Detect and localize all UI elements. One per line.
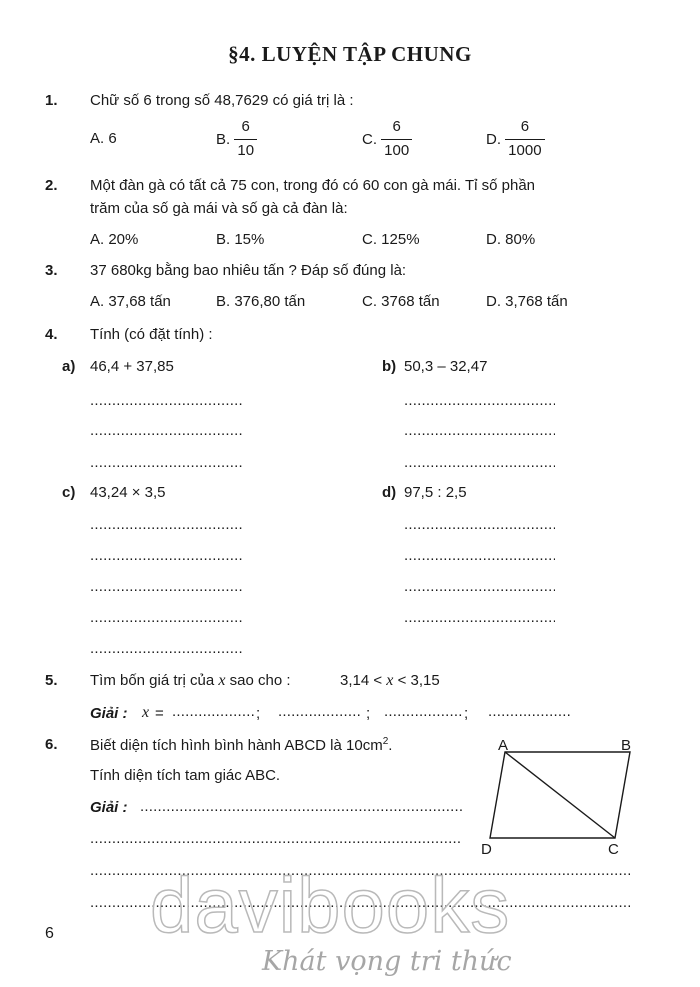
option-b: B. 15% (216, 231, 265, 248)
option-b: B. 376,80 tấn (216, 293, 306, 310)
answer-blank (488, 703, 570, 717)
answer-line (404, 454, 555, 468)
option-d: D. 3,768 tấn (486, 293, 568, 310)
option-b (216, 118, 257, 161)
diagonal-ac (505, 752, 615, 838)
answer-line (90, 830, 462, 844)
superscript: 2 (382, 736, 389, 747)
denominator: 10 (237, 141, 255, 159)
option-c: C. 125% (362, 231, 420, 248)
sub-label-d: d) (382, 484, 397, 501)
expression-c: 43,24 × 3,5 (90, 484, 166, 501)
vertex-label-b: B (621, 737, 632, 754)
page-number: 6 (45, 925, 54, 942)
sub-label-c: c) (62, 484, 76, 501)
question-number: 4. (45, 326, 58, 343)
numerator: 6 (381, 118, 412, 140)
answer-line (404, 392, 555, 406)
answer-line (90, 454, 243, 468)
option-a: A. 6 (90, 130, 117, 147)
answer-blank (278, 703, 362, 717)
answer-line (140, 798, 462, 812)
answer-line (90, 392, 243, 406)
parallelogram-diagram (470, 730, 670, 860)
solution-label: Giải : (90, 799, 128, 816)
denominator: 100 (384, 141, 410, 159)
question-text-line1: Một đàn gà có tất cả 75 con, trong đó có 60 con gà mái. Tỉ số phần (90, 177, 536, 194)
answer-blank (384, 703, 464, 717)
denominator: 1000 (508, 141, 542, 159)
fraction (505, 118, 544, 161)
question-text-line1 (90, 736, 392, 754)
option-a: A. 37,68 tấn (90, 293, 171, 310)
answer-line (404, 609, 555, 623)
answer-line (90, 516, 243, 530)
question-text (90, 672, 291, 690)
answer-line (90, 609, 243, 623)
page-title: §4. LUYỆN TẬP CHUNG (228, 42, 472, 66)
answer-line (404, 422, 555, 436)
question-number: 1. (45, 92, 58, 109)
expression-a: 46,4 + 37,85 (90, 358, 174, 375)
solution-label: Giải : (90, 705, 128, 722)
question-number: 3. (45, 262, 58, 279)
expression-d: 97,5 : 2,5 (404, 484, 467, 501)
question-text: Chữ số 6 trong số 48,7629 có giá trị là : (90, 92, 354, 109)
option-d: D. 80% (486, 231, 536, 248)
sub-label-b: b) (382, 358, 397, 375)
question-text-part: Biết diện tích hình bình hành ABCD là 10cm (90, 737, 383, 754)
answer-line (90, 422, 243, 436)
question-text-line2: trăm của số gà mái và số gà cả đàn là: (90, 200, 348, 217)
option-d (486, 118, 545, 161)
variable-x: x (142, 704, 150, 721)
question-text-part: Tìm bốn giá trị của (90, 672, 215, 689)
question-text-line2: Tính diện tích tam giác ABC. (90, 767, 281, 784)
watermark-logo: davibooks (150, 861, 511, 949)
answer-line (404, 547, 555, 561)
numerator: 6 (234, 118, 257, 140)
option-label: C. (362, 130, 377, 148)
numerator: 6 (505, 118, 544, 140)
answer-blank (172, 703, 256, 717)
question-text: Tính (có đặt tính) : (90, 326, 213, 343)
option-label: D. (486, 130, 501, 148)
option-label: B. (216, 130, 231, 148)
fraction (381, 118, 412, 161)
vertex-label-d: D (481, 841, 492, 858)
answer-line (90, 640, 243, 654)
question-number: 6. (45, 736, 58, 753)
answer-line (404, 516, 555, 530)
expression-b: 50,3 – 32,47 (404, 358, 488, 375)
option-c (362, 118, 412, 161)
question-number: 5. (45, 672, 58, 689)
equals-sign: = (155, 705, 164, 722)
vertex-label-a: A (498, 737, 509, 754)
separator: ; (366, 705, 371, 722)
fraction (234, 118, 257, 161)
answer-line (90, 578, 243, 592)
inequality (340, 672, 440, 690)
answer-line (90, 547, 243, 561)
variable-x: x (386, 672, 394, 689)
option-a: A. 20% (90, 231, 139, 248)
sub-label-a: a) (62, 358, 76, 375)
question-number: 2. (45, 177, 58, 194)
separator: ; (256, 705, 261, 722)
question-text: 37 680kg bằng bao nhiêu tấn ? Đáp số đúng là: (90, 262, 407, 279)
inequality-left: 3,14 < (340, 672, 383, 689)
vertex-label-c: C (608, 841, 619, 858)
separator: ; (464, 705, 469, 722)
watermark-slogan: Khát vọng tri thức (262, 946, 512, 977)
option-c: C. 3768 tấn (362, 293, 440, 310)
variable-x: x (218, 672, 226, 689)
question-text-part: sao cho : (229, 672, 291, 689)
inequality-right: < 3,15 (397, 672, 440, 689)
answer-line (404, 578, 555, 592)
question-text-part: . (388, 737, 393, 754)
